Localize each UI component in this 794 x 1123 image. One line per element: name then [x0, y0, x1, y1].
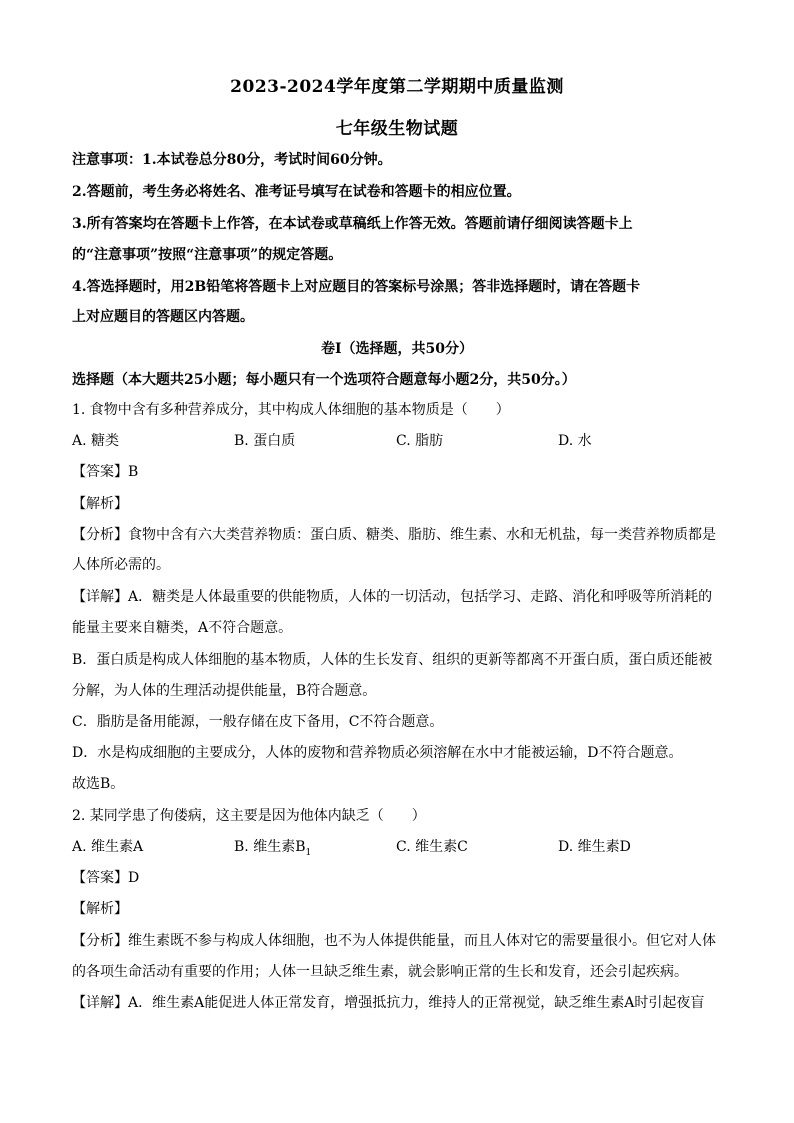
q2-analysis-label: 【解析】	[72, 901, 128, 917]
notes-line-1: 注意事项：1.本试卷总分80分，考试时间60分钟。	[72, 152, 392, 168]
q1-line-1: 【分析】食物中含有六大类营养物质：蛋白质、糖类、脂肪、维生素、水和无机盐，每一类营养物质都是	[72, 527, 716, 543]
q1-option-c: C. 脂肪	[396, 433, 444, 449]
section-title: 卷Ⅰ（选择题，共50分）	[320, 341, 474, 357]
q1-analysis-label: 【解析】	[72, 496, 128, 512]
q1-line-9: 故选B。	[72, 776, 125, 792]
section-instruction: 选择题（本大题共25小题；每小题只有一个选项符合题意每小题2分，共50分。）	[72, 372, 576, 388]
q2-answer: 【答案】D	[72, 870, 140, 886]
q2-stem: 2. 某同学患了佝偻病，这主要是因为他体内缺乏（ ）	[72, 808, 426, 824]
q1-line-3: 【详解】A．糖类是人体最重要的供能物质，人体的一切活动，包括学习、走路、消化和呼吸等所消耗的	[72, 589, 713, 605]
q1-answer: 【答案】B	[72, 464, 139, 480]
notes-line-3: 3.所有答案均在答题卡上作答，在本试卷或草稿纸上作答无效。答题前请仔细阅读答题卡上	[72, 216, 633, 232]
notes-line-2: 2.答题前，考生务必将姓名、准考证号填写在试卷和答题卡的相应位置。	[72, 184, 521, 200]
q1-option-b: B. 蛋白质	[234, 433, 296, 449]
q2-line-1: 【分析】维生素既不参与构成人体细胞，也不为人体提供能量，而且人体对它的需要量很小。但它对人体	[72, 933, 716, 949]
q2-option-d: D. 维生素D	[558, 839, 631, 855]
q1-line-8: D．水是构成细胞的主要成分，人体的废物和营养物质必须溶解在水中才能被运输，D不符合题意。	[72, 745, 683, 761]
q2-option-b	[234, 837, 311, 863]
q1-line-7: C．脂肪是备用能源，一般存储在皮下备用，C不符合题意。	[72, 714, 444, 730]
exam-subtitle: 七年级生物试题	[335, 119, 459, 139]
q1-line-4: 能量主要来自糖类，A不符合题意。	[72, 620, 293, 636]
q1-line-5: B．蛋白质是构成人体细胞的基本物质，人体的生长发育、组织的更新等都离不开蛋白质，蛋白质还能被	[72, 652, 713, 668]
q2-option-c: C. 维生素C	[396, 839, 468, 855]
q2-option-b-text: B. 维生素B	[234, 839, 306, 855]
q1-line-6: 分解，为人体的生理活动提供能量，B符合题意。	[72, 683, 377, 699]
notes-line-4: 的“注意事项”按照“注意事项”的规定答题。	[72, 247, 343, 263]
q2-option-a: A. 维生素A	[72, 839, 144, 855]
notes-line-5: 4.答选择题时，用2B铅笔将答题卡上对应题目的答案标号涂黑；答非选择题时，请在答题卡	[72, 279, 641, 295]
q1-stem: 1. 食物中含有多种营养成分，其中构成人体细胞的基本物质是（ ）	[72, 402, 510, 418]
q2-line-3: 【详解】A．维生素A能促进人体正常发育，增强抵抗力，维持人的正常视觉，缺乏维生素A时引起夜盲	[72, 995, 705, 1011]
notes-line-6: 上对应题目的答题区内答题。	[72, 309, 254, 325]
q1-line-2: 人体所必需的。	[72, 557, 170, 573]
q2-line-2: 的各项生命活动有重要的作用；人体一旦缺乏维生素，就会影响正常的生长和发育，还会引起疾病。	[72, 964, 688, 980]
q1-option-a: A. 糖类	[72, 433, 120, 449]
q2-option-b-subscript: 1	[305, 847, 312, 858]
exam-title: 2023-2024学年度第二学期期中质量监测	[230, 77, 564, 97]
q1-option-d: D. 水	[558, 433, 592, 449]
